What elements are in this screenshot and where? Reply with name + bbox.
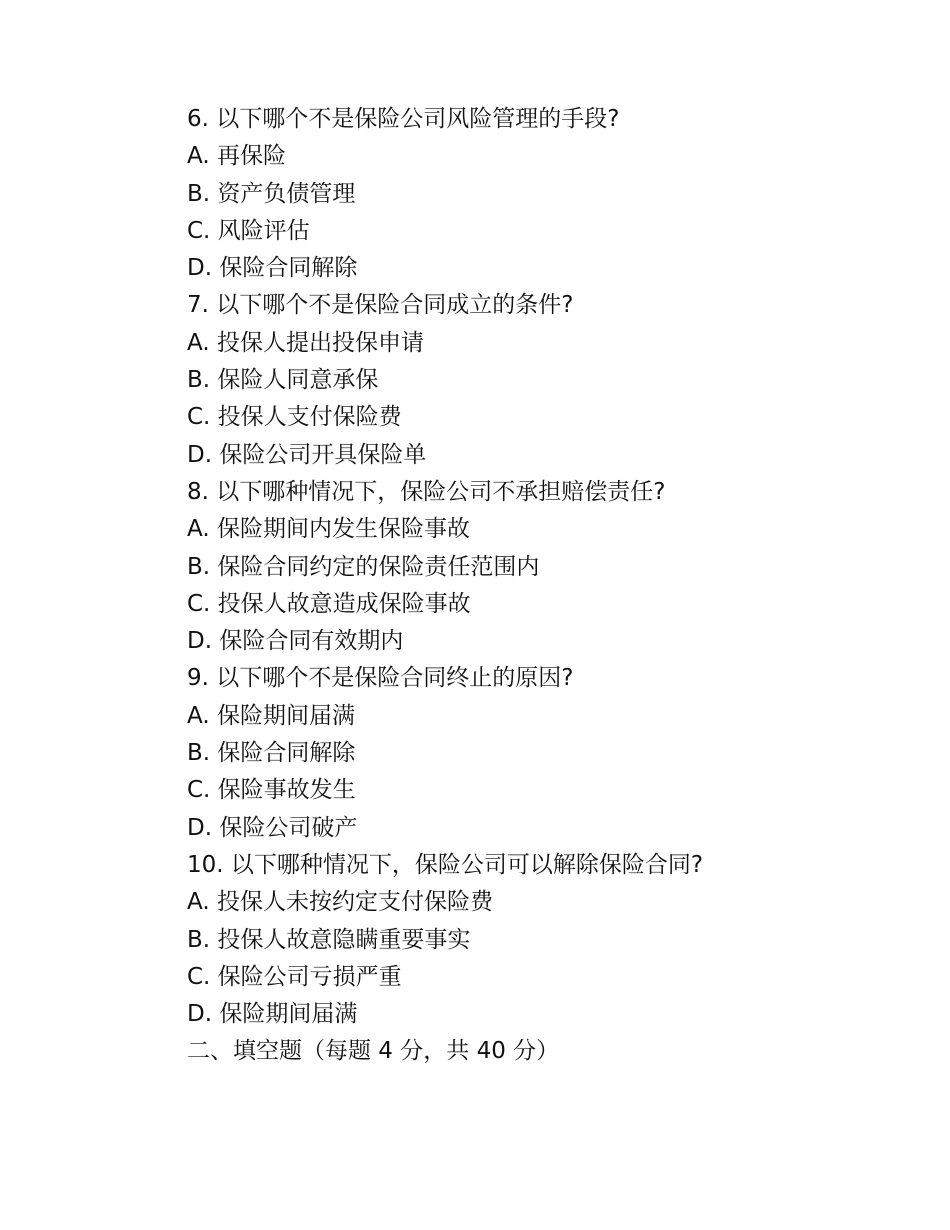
option-d: D. 保险合同解除 (187, 255, 358, 282)
exam-content (187, 101, 887, 1071)
question-9 (187, 660, 887, 846)
option-b: B. 保险合同约定的保险责任范围内 (187, 553, 540, 580)
option-c: C. 投保人支付保险费 (187, 404, 402, 431)
option-d: D. 保险公司破产 (187, 814, 358, 841)
section-heading: 二、填空题（每题 4 分，共 40 分） (187, 1038, 560, 1065)
question-stem: 8. 以下哪种情况下，保险公司不承担赔偿责任? (187, 478, 666, 505)
option-d: D. 保险合同有效期内 (187, 628, 404, 655)
option-a: A. 投保人提出投保申请 (187, 329, 424, 356)
option-a: A. 保险期间届满 (187, 702, 355, 729)
option-a: A. 再保险 (187, 143, 286, 170)
option-b: B. 资产负债管理 (187, 180, 356, 207)
option-d: D. 保险期间届满 (187, 1001, 358, 1028)
option-d: D. 保险公司开具保险单 (187, 441, 427, 468)
question-10 (187, 847, 887, 1033)
option-c: C. 投保人故意造成保险事故 (187, 590, 471, 617)
option-b: B. 投保人故意隐瞒重要事实 (187, 926, 471, 953)
option-c: C. 保险公司亏损严重 (187, 963, 402, 990)
question-stem: 10. 以下哪种情况下，保险公司可以解除保险合同? (187, 851, 704, 878)
question-stem: 6. 以下哪个不是保险公司风险管理的手段? (187, 106, 620, 132)
option-c: C. 风险评估 (187, 217, 310, 244)
question-stem: 9. 以下哪个不是保险合同终止的原因? (187, 665, 574, 692)
option-b: B. 保险合同解除 (187, 740, 356, 767)
option-a: A. 投保人未按约定支付保险费 (187, 889, 493, 916)
question-8 (187, 474, 887, 660)
question-7 (187, 287, 887, 473)
option-a: A. 保险期间内发生保险事故 (187, 516, 470, 543)
question-stem: 7. 以下哪个不是保险合同成立的条件? (187, 292, 574, 319)
option-c: C. 保险事故发生 (187, 777, 356, 804)
option-b: B. 保险人同意承保 (187, 367, 379, 394)
question-6 (187, 101, 887, 287)
